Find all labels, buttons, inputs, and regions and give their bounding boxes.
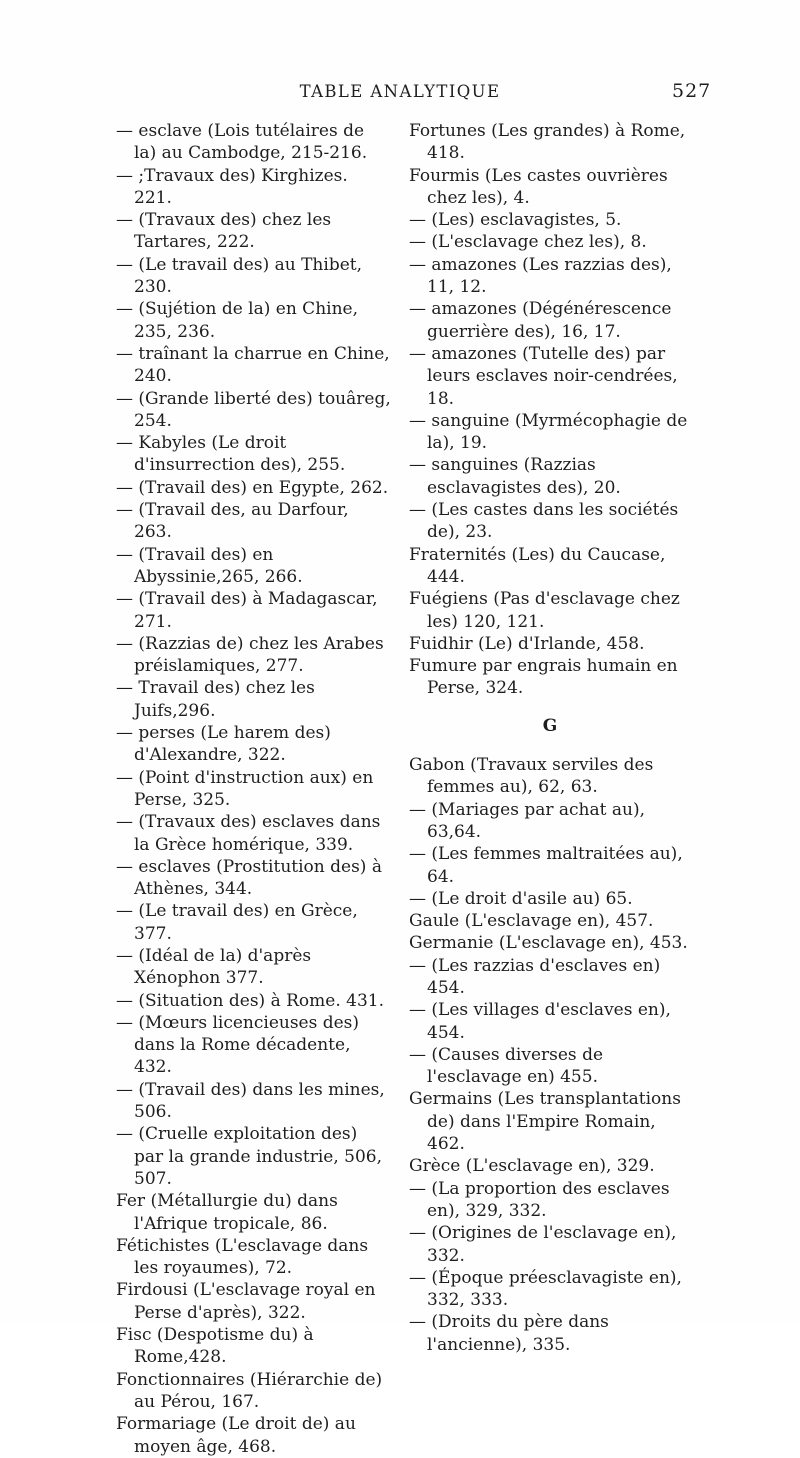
index-entry: — (Sujétion de la) en Chine, 235, 236. (116, 299, 358, 342)
index-entry: — (Travail des) à Madagascar, 271. (116, 589, 378, 632)
index-entry: Firdousi (L'esclavage royal en Perse d'après), 322. (116, 1280, 376, 1323)
index-entry: — amazones (Dégénérescence guerrière des), 16, 17. (409, 299, 672, 342)
index-entry: — traînant la charrue en Chine, 240. (116, 343, 390, 387)
index-entry: Germanie (L'esclavage en), 453. (409, 933, 688, 954)
index-entry: Fétichistes (L'esclavage dans les royaumes), 72. (116, 1235, 369, 1279)
index-entry: Fraternités (Les) du Caucase, 444. (409, 544, 666, 587)
index-entry: — (Causes diverses de l'esclavage en) 455. (409, 1044, 604, 1088)
left-column (116, 120, 391, 1458)
index-entry: — amazones (Tutelle des) par leurs esclaves noir-cendrées, 18. (409, 343, 678, 409)
index-entry: — (Les villages d'esclaves en), 454. (409, 1000, 671, 1043)
index-entry: — sanguine (Myrmécophagie de la), 19. (409, 410, 688, 454)
index-entry: — (Cruelle exploitation des) par la grande industrie, 506, 507. (116, 1124, 383, 1189)
index-entry: — (Droits du père dans l'ancienne), 335. (409, 1312, 609, 1355)
index-entry: Fonctionnaires (Hiérarchie de) au Pérou, 167. (116, 1369, 383, 1412)
index-entry: — (Les) esclavagistes, 5. (409, 210, 622, 231)
index-entry: — (Travaux des) chez les Tartares, 222. (116, 210, 332, 253)
index-entry: — (L'esclavage chez les), 8. (409, 232, 647, 253)
index-entry: Fourmis (Les castes ouvrières chez les), 4. (409, 165, 668, 208)
running-title: TABLE ANALYTIQUE (299, 82, 501, 101)
index-entry: — (Époque préesclavagiste en), 332, 333. (409, 1267, 682, 1311)
index-entry: Gaule (L'esclavage en), 457. (409, 911, 654, 932)
section-letter-heading: G (542, 715, 558, 736)
index-entry: — (Travail des) en Egypte, 262. (116, 477, 389, 498)
index-entry: — esclave (Lois tutélaires de la) au Cambodge, 215-216. (116, 121, 368, 164)
index-entry: — (Razzias de) chez les Arabes préislamiques, 277. (116, 633, 384, 677)
right-column (409, 120, 691, 1356)
index-entry: — (Point d'instruction aux) en Perse, 325. (116, 767, 374, 810)
index-entry: — Travail des) chez les Juifs,296. (116, 678, 315, 721)
index-entry: — (Les castes dans les sociétés de), 23. (409, 500, 679, 543)
index-entry: — (Les razzias d'esclaves en) 454. (409, 955, 661, 998)
index-entry: — (Travail des, au Darfour, 263. (116, 500, 349, 543)
index-entry: Formariage (Le droit de) au moyen âge, 468. (116, 1414, 356, 1457)
index-entry: — (Mœurs licencieuses des) dans la Rome décadente, 432. (116, 1012, 360, 1078)
index-entry: — Kabyles (Le droit d'insurrection des), 255. (116, 433, 346, 476)
index-entry: — perses (Le harem des) d'Alexandre, 322. (116, 723, 331, 766)
index-entry: — (Le travail des) en Grèce, 377. (116, 901, 358, 944)
index-entry: Gabon (Travaux serviles des femmes au), 62, 63. (409, 755, 654, 798)
index-entry: — (Les femmes maltraitées au), 64. (409, 844, 683, 887)
index-entry: — (La proportion des esclaves en), 329, 332. (409, 1178, 670, 1221)
index-entry: Fumure par engrais humain en Perse, 324. (409, 656, 678, 699)
index-entry: Grèce (L'esclavage en), 329. (409, 1156, 655, 1177)
index-entry: — (Travail des) en Abyssinie,265, 266. (116, 544, 303, 587)
index-entry: — (Travail des) dans les mines, 506. (116, 1079, 385, 1123)
index-entry: Fuidhir (Le) d'Irlande, 458. (409, 633, 645, 654)
index-entry: — sanguines (Razzias esclavagistes des), 20. (409, 455, 621, 498)
index-entry: — esclaves (Prostitution des) à Athènes, 344. (116, 856, 382, 900)
index-entry: — (Mariages par achat au), 63,64. (409, 799, 645, 842)
index-entry: Fer (Métallurgie du) dans l'Afrique tropicale, 86. (116, 1191, 338, 1234)
index-entry: Fortunes (Les grandes) à Rome, 418. (409, 121, 686, 164)
index-entry: — amazones (Les razzias des), 11, 12. (409, 254, 672, 298)
index-entry: Fuégiens (Pas d'esclavage chez les) 120, 121. (409, 589, 680, 632)
index-entry: — (Le travail des) au Thibet, 230. (116, 254, 362, 298)
index-entry: — (Grande liberté des) touâreg, 254. (116, 388, 391, 431)
index-entry: — (Idéal de la) d'après Xénophon 377. (116, 945, 312, 989)
index-entry: — (Travaux des) esclaves dans la Grèce homérique, 339. (116, 812, 381, 855)
index-entry: Fisc (Despotisme du) à Rome,428. (116, 1325, 314, 1368)
index-entry: — (Situation des) à Rome. 431. (116, 990, 385, 1011)
index-entry: Germains (Les transplantations de) dans l'Empire Romain, 462. (409, 1089, 681, 1155)
page-number: 527 (672, 80, 712, 102)
index-entry: — ;Travaux des) Kirghizes. 221. (116, 165, 348, 208)
index-entry: — (Le droit d'asile au) 65. (409, 888, 633, 909)
index-entry: — (Origines de l'esclavage en), 332. (409, 1223, 677, 1266)
